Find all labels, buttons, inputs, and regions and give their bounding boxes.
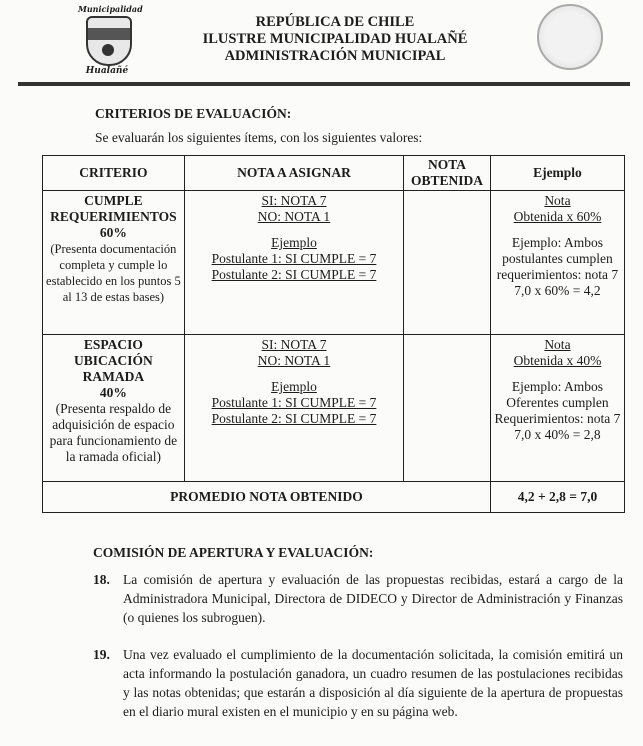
- postulante-2: Postulante 2: SI CUMPLE = 7: [211, 267, 377, 282]
- nota-no: NO: NOTA 1: [257, 353, 331, 368]
- nota-asignar-cell: [184, 335, 403, 482]
- item-text: La comisión de apertura y evaluación de las propuestas recibidas, estará a cargo de la Administradora Municipal, Directora de DIDECO y Director de Administración y Finanzas (o quienes los subroguen).: [123, 572, 623, 625]
- nota-si: SI: NOTA 7: [261, 193, 327, 208]
- criterio-cell: [43, 335, 185, 482]
- ejemplo-head-1: Nota: [544, 337, 571, 352]
- criteria-heading: CRITERIOS DE EVALUACIÓN:: [95, 106, 292, 121]
- logo-city-text: Hualañé: [85, 66, 129, 76]
- item-text: Una vez evaluado el cumplimiento de la documentación solicitada, la comisión emitirá un acta informando la postulación ganadora, un cuadro resumen de las postulaciones recibidas y las notas obtenidas; que estarán a disposición al día siguiente de la apertura de propuestas en el diario mural existen en el municipio y en su página web.: [123, 647, 623, 719]
- criterio-percent: 60%: [99, 225, 127, 240]
- average-label: PROMEDIO NOTA OBTENIDO: [43, 482, 491, 513]
- postulante-1: Postulante 1: SI CUMPLE = 7: [211, 395, 377, 410]
- ejemplo-text: Ejemplo: Ambos Oferentes cumplen Requerimientos: nota 7: [494, 379, 621, 426]
- column-header-nota-obtenida: NOTA OBTENIDA: [404, 156, 491, 191]
- header-line-1: REPÚBLICA DE CHILE: [255, 14, 415, 30]
- criterio-title: ESPACIO UBICACIÓN RAMADA: [74, 337, 153, 384]
- criterio-description: (Presenta respaldo de adquisición de espacio para funcionamiento de la ramada oficial): [49, 401, 178, 464]
- postulante-2: Postulante 2: SI CUMPLE = 7: [211, 411, 377, 426]
- ejemplo-label: Ejemplo: [271, 379, 317, 394]
- column-header-nota-asignar: NOTA A ASIGNAR: [184, 156, 403, 191]
- criterio-description: (Presenta documentación completa y cumple lo establecido en los puntos 5 al 13 de estas bases): [46, 242, 181, 304]
- commission-heading: COMISIÓN DE APERTURA Y EVALUACIÓN:: [93, 545, 374, 560]
- criteria-intro: Se evaluarán los siguientes ítems, con los siguientes valores:: [95, 130, 423, 145]
- average-row: [43, 482, 625, 513]
- shield-band: [88, 28, 130, 40]
- list-item: [93, 645, 623, 721]
- header-line-2: ILUSTRE MUNICIPALIDAD HUALAÑÉ: [202, 31, 468, 47]
- header-line-3: ADMINISTRACIÓN MUNICIPAL: [224, 48, 446, 64]
- shield-icon: [86, 16, 132, 66]
- column-header-ejemplo: Ejemplo: [490, 156, 624, 191]
- table-row: [43, 191, 625, 335]
- nota-no: NO: NOTA 1: [257, 209, 331, 224]
- ejemplo-head-2: Obtenida x 40%: [513, 353, 602, 368]
- nota-asignar-cell: [184, 191, 403, 335]
- criterio-percent: 40%: [99, 385, 127, 400]
- postulante-1: Postulante 1: SI CUMPLE = 7: [211, 251, 377, 266]
- ejemplo-label: Ejemplo: [271, 235, 317, 250]
- table-header-row: [43, 156, 625, 191]
- shield-emblem: [102, 44, 114, 56]
- criterio-cell: [43, 191, 185, 335]
- item-number: 19.: [93, 647, 110, 662]
- column-header-criterio: CRITERIO: [43, 156, 185, 191]
- nota-obtenida-cell: [404, 191, 491, 335]
- ejemplo-calc: 7,0 x 40% = 2,8: [514, 427, 601, 442]
- ejemplo-cell: [490, 191, 624, 335]
- nota-obtenida-cell: [404, 335, 491, 482]
- ejemplo-cell: [490, 335, 624, 482]
- table-row: [43, 335, 625, 482]
- ejemplo-head-2: Obtenida x 60%: [513, 209, 602, 224]
- evaluation-table: [42, 155, 625, 513]
- municipal-logo: [78, 4, 143, 76]
- criterio-title: CUMPLE REQUERIMIENTOS: [50, 193, 177, 224]
- list-item: [93, 570, 623, 627]
- ejemplo-head-1: Nota: [544, 193, 571, 208]
- stamp-seal-icon: [537, 4, 603, 70]
- logo-top-text: Municipalidad: [78, 4, 143, 14]
- ejemplo-calc: 7,0 x 60% = 4,2: [514, 283, 601, 298]
- item-number: 18.: [93, 572, 110, 587]
- nota-si: SI: NOTA 7: [261, 337, 327, 352]
- header-divider: [18, 82, 630, 86]
- ejemplo-text: Ejemplo: Ambos postulantes cumplen requerimientos: nota 7: [496, 235, 619, 282]
- average-value: 4,2 + 2,8 = 7,0: [490, 482, 624, 513]
- document-header: [150, 14, 520, 65]
